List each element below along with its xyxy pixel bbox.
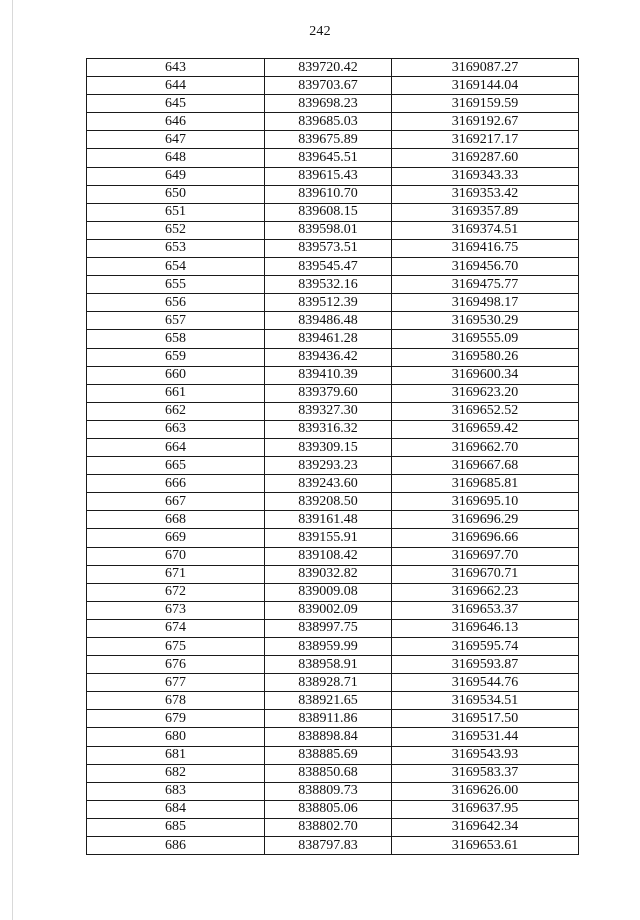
- point-number-cell: 646: [87, 113, 265, 131]
- table-row: [87, 384, 579, 402]
- table-row: [87, 366, 579, 384]
- point-number-cell: 682: [87, 764, 265, 782]
- x-coordinate-cell: 838850.68: [265, 764, 392, 782]
- y-coordinate-cell: 3169653.61: [392, 837, 579, 855]
- table-row: [87, 728, 579, 746]
- x-coordinate-cell: 838898.84: [265, 728, 392, 746]
- table-row: [87, 493, 579, 511]
- y-coordinate-cell: 3169659.42: [392, 420, 579, 438]
- table-row: [87, 475, 579, 493]
- table-row: [87, 583, 579, 601]
- table-row: [87, 511, 579, 529]
- y-coordinate-cell: 3169623.20: [392, 384, 579, 402]
- table-row: [87, 457, 579, 475]
- x-coordinate-cell: 838921.65: [265, 692, 392, 710]
- y-coordinate-cell: 3169653.37: [392, 601, 579, 619]
- x-coordinate-cell: 838802.70: [265, 818, 392, 836]
- table-row: [87, 402, 579, 420]
- point-number-cell: 661: [87, 384, 265, 402]
- x-coordinate-cell: 839675.89: [265, 131, 392, 149]
- x-coordinate-cell: 838959.99: [265, 638, 392, 656]
- table-row: [87, 167, 579, 185]
- table-row: [87, 149, 579, 167]
- point-number-cell: 649: [87, 167, 265, 185]
- y-coordinate-cell: 3169646.13: [392, 619, 579, 637]
- point-number-cell: 660: [87, 366, 265, 384]
- point-number-cell: 654: [87, 258, 265, 276]
- y-coordinate-cell: 3169685.81: [392, 475, 579, 493]
- point-number-cell: 678: [87, 692, 265, 710]
- x-coordinate-cell: 839208.50: [265, 493, 392, 511]
- x-coordinate-cell: 839545.47: [265, 258, 392, 276]
- y-coordinate-cell: 3169531.44: [392, 728, 579, 746]
- y-coordinate-cell: 3169192.67: [392, 113, 579, 131]
- table-row: [87, 330, 579, 348]
- x-coordinate-cell: 839436.42: [265, 348, 392, 366]
- point-number-cell: 658: [87, 330, 265, 348]
- point-number-cell: 679: [87, 710, 265, 728]
- y-coordinate-cell: 3169159.59: [392, 95, 579, 113]
- y-coordinate-cell: 3169642.34: [392, 818, 579, 836]
- table-row: [87, 800, 579, 818]
- y-coordinate-cell: 3169595.74: [392, 638, 579, 656]
- point-number-cell: 686: [87, 837, 265, 855]
- y-coordinate-cell: 3169580.26: [392, 348, 579, 366]
- point-number-cell: 680: [87, 728, 265, 746]
- y-coordinate-cell: 3169652.52: [392, 402, 579, 420]
- point-number-cell: 674: [87, 619, 265, 637]
- point-number-cell: 684: [87, 800, 265, 818]
- point-number-cell: 673: [87, 601, 265, 619]
- x-coordinate-cell: 839486.48: [265, 312, 392, 330]
- y-coordinate-cell: 3169662.23: [392, 583, 579, 601]
- table-row: [87, 276, 579, 294]
- x-coordinate-cell: 838809.73: [265, 782, 392, 800]
- table-row: [87, 131, 579, 149]
- y-coordinate-cell: 3169583.37: [392, 764, 579, 782]
- table-row: [87, 113, 579, 131]
- y-coordinate-cell: 3169498.17: [392, 294, 579, 312]
- point-number-cell: 647: [87, 131, 265, 149]
- point-number-cell: 681: [87, 746, 265, 764]
- table-row: [87, 95, 579, 113]
- x-coordinate-cell: 839155.91: [265, 529, 392, 547]
- table-row: [87, 221, 579, 239]
- x-coordinate-cell: 839598.01: [265, 221, 392, 239]
- point-number-cell: 670: [87, 547, 265, 565]
- point-number-cell: 669: [87, 529, 265, 547]
- x-coordinate-cell: 839327.30: [265, 402, 392, 420]
- x-coordinate-cell: 839698.23: [265, 95, 392, 113]
- point-number-cell: 656: [87, 294, 265, 312]
- x-coordinate-cell: 839645.51: [265, 149, 392, 167]
- table-row: [87, 239, 579, 257]
- left-scan-edge: [12, 0, 13, 920]
- x-coordinate-cell: 838797.83: [265, 837, 392, 855]
- x-coordinate-cell: 838928.71: [265, 674, 392, 692]
- y-coordinate-cell: 3169357.89: [392, 203, 579, 221]
- x-coordinate-cell: 838885.69: [265, 746, 392, 764]
- point-number-cell: 666: [87, 475, 265, 493]
- table-row: [87, 601, 579, 619]
- x-coordinate-cell: 839685.03: [265, 113, 392, 131]
- point-number-cell: 645: [87, 95, 265, 113]
- table-row: [87, 638, 579, 656]
- table-row: [87, 294, 579, 312]
- page-number: 242: [309, 24, 331, 39]
- x-coordinate-cell: 839243.60: [265, 475, 392, 493]
- table-row: [87, 547, 579, 565]
- table-row: [87, 565, 579, 583]
- table-row: [87, 203, 579, 221]
- y-coordinate-cell: 3169416.75: [392, 239, 579, 257]
- coordinate-table: [86, 58, 579, 855]
- y-coordinate-cell: 3169343.33: [392, 167, 579, 185]
- table-row: [87, 529, 579, 547]
- point-number-cell: 664: [87, 438, 265, 456]
- table-row: [87, 674, 579, 692]
- x-coordinate-cell: 839608.15: [265, 203, 392, 221]
- x-coordinate-cell: 838805.06: [265, 800, 392, 818]
- table-row: [87, 619, 579, 637]
- point-number-cell: 676: [87, 656, 265, 674]
- x-coordinate-cell: 839410.39: [265, 366, 392, 384]
- point-number-cell: 657: [87, 312, 265, 330]
- x-coordinate-cell: 839615.43: [265, 167, 392, 185]
- table-row: [87, 746, 579, 764]
- x-coordinate-cell: 838997.75: [265, 619, 392, 637]
- x-coordinate-cell: 838911.86: [265, 710, 392, 728]
- point-number-cell: 662: [87, 402, 265, 420]
- y-coordinate-cell: 3169530.29: [392, 312, 579, 330]
- y-coordinate-cell: 3169696.66: [392, 529, 579, 547]
- table-row: [87, 837, 579, 855]
- y-coordinate-cell: 3169543.93: [392, 746, 579, 764]
- coordinate-table-body: [87, 59, 579, 855]
- x-coordinate-cell: 839379.60: [265, 384, 392, 402]
- y-coordinate-cell: 3169600.34: [392, 366, 579, 384]
- x-coordinate-cell: 839161.48: [265, 511, 392, 529]
- y-coordinate-cell: 3169544.76: [392, 674, 579, 692]
- y-coordinate-cell: 3169475.77: [392, 276, 579, 294]
- table-row: [87, 656, 579, 674]
- y-coordinate-cell: 3169667.68: [392, 457, 579, 475]
- y-coordinate-cell: 3169534.51: [392, 692, 579, 710]
- x-coordinate-cell: 839002.09: [265, 601, 392, 619]
- table-row: [87, 438, 579, 456]
- table-row: [87, 59, 579, 77]
- table-row: [87, 348, 579, 366]
- y-coordinate-cell: 3169144.04: [392, 77, 579, 95]
- y-coordinate-cell: 3169662.70: [392, 438, 579, 456]
- point-number-cell: 663: [87, 420, 265, 438]
- y-coordinate-cell: 3169374.51: [392, 221, 579, 239]
- point-number-cell: 677: [87, 674, 265, 692]
- point-number-cell: 665: [87, 457, 265, 475]
- x-coordinate-cell: 839610.70: [265, 185, 392, 203]
- table-row: [87, 764, 579, 782]
- y-coordinate-cell: 3169626.00: [392, 782, 579, 800]
- table-row: [87, 710, 579, 728]
- x-coordinate-cell: 839461.28: [265, 330, 392, 348]
- table-row: [87, 692, 579, 710]
- point-number-cell: 659: [87, 348, 265, 366]
- y-coordinate-cell: 3169593.87: [392, 656, 579, 674]
- y-coordinate-cell: 3169517.50: [392, 710, 579, 728]
- x-coordinate-cell: 839703.67: [265, 77, 392, 95]
- y-coordinate-cell: 3169697.70: [392, 547, 579, 565]
- table-row: [87, 782, 579, 800]
- x-coordinate-cell: 838958.91: [265, 656, 392, 674]
- point-number-cell: 655: [87, 276, 265, 294]
- x-coordinate-cell: 839573.51: [265, 239, 392, 257]
- table-row: [87, 818, 579, 836]
- y-coordinate-cell: 3169696.29: [392, 511, 579, 529]
- point-number-cell: 643: [87, 59, 265, 77]
- point-number-cell: 671: [87, 565, 265, 583]
- y-coordinate-cell: 3169456.70: [392, 258, 579, 276]
- table-row: [87, 420, 579, 438]
- table-row: [87, 77, 579, 95]
- point-number-cell: 683: [87, 782, 265, 800]
- point-number-cell: 652: [87, 221, 265, 239]
- x-coordinate-cell: 839532.16: [265, 276, 392, 294]
- point-number-cell: 644: [87, 77, 265, 95]
- y-coordinate-cell: 3169353.42: [392, 185, 579, 203]
- y-coordinate-cell: 3169087.27: [392, 59, 579, 77]
- point-number-cell: 685: [87, 818, 265, 836]
- point-number-cell: 653: [87, 239, 265, 257]
- y-coordinate-cell: 3169695.10: [392, 493, 579, 511]
- x-coordinate-cell: 839293.23: [265, 457, 392, 475]
- point-number-cell: 651: [87, 203, 265, 221]
- x-coordinate-cell: 839316.32: [265, 420, 392, 438]
- y-coordinate-cell: 3169217.17: [392, 131, 579, 149]
- table-row: [87, 258, 579, 276]
- y-coordinate-cell: 3169637.95: [392, 800, 579, 818]
- x-coordinate-cell: 839009.08: [265, 583, 392, 601]
- point-number-cell: 672: [87, 583, 265, 601]
- x-coordinate-cell: 839309.15: [265, 438, 392, 456]
- table-row: [87, 185, 579, 203]
- x-coordinate-cell: 839512.39: [265, 294, 392, 312]
- table-row: [87, 312, 579, 330]
- point-number-cell: 667: [87, 493, 265, 511]
- x-coordinate-cell: 839108.42: [265, 547, 392, 565]
- y-coordinate-cell: 3169555.09: [392, 330, 579, 348]
- point-number-cell: 650: [87, 185, 265, 203]
- point-number-cell: 675: [87, 638, 265, 656]
- point-number-cell: 668: [87, 511, 265, 529]
- point-number-cell: 648: [87, 149, 265, 167]
- x-coordinate-cell: 839720.42: [265, 59, 392, 77]
- y-coordinate-cell: 3169287.60: [392, 149, 579, 167]
- x-coordinate-cell: 839032.82: [265, 565, 392, 583]
- y-coordinate-cell: 3169670.71: [392, 565, 579, 583]
